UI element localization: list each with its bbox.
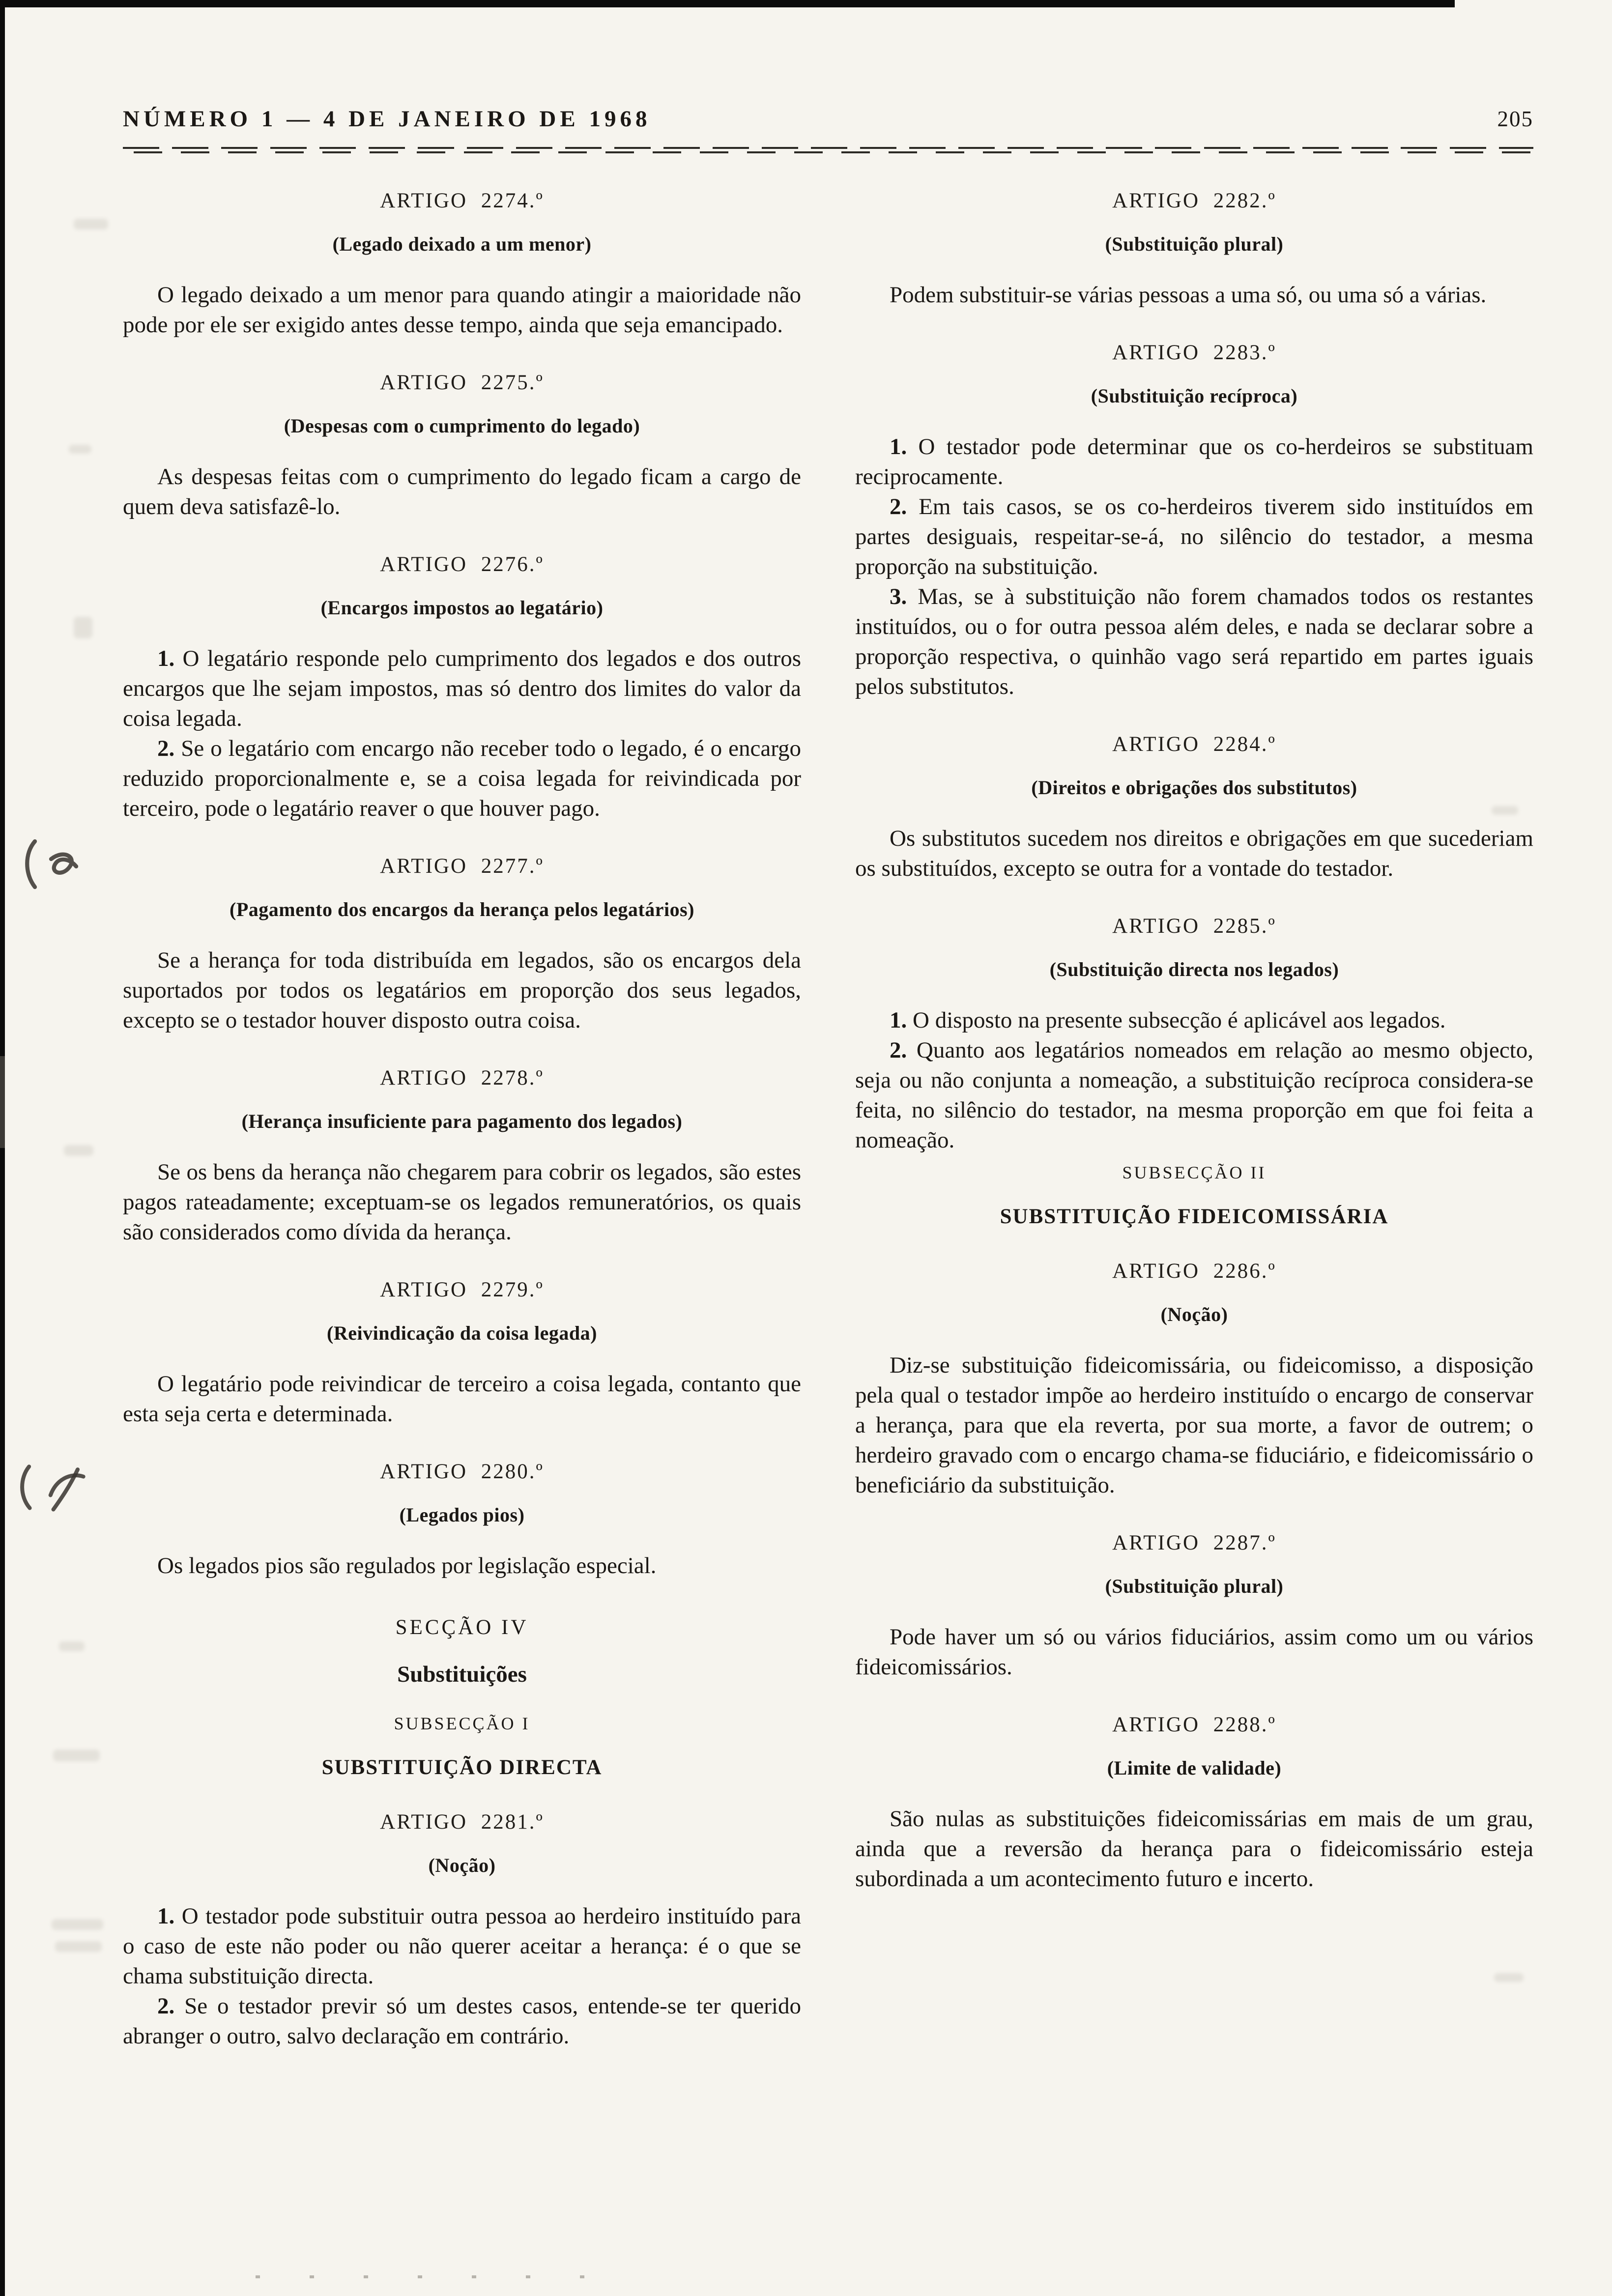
paragraph: 2. Se o testador previr só um destes casos, entende-se ter querido abranger o outro, salvo declaração em contrário. xyxy=(123,1993,801,2049)
article-heading: ARTIGO 2281.º xyxy=(380,1810,544,1834)
article-subtitle: (Direitos e obrigações dos substitutos) xyxy=(1031,776,1357,799)
scan-smudge xyxy=(74,219,108,230)
article-heading: ARTIGO 2286.º xyxy=(1112,1260,1276,1283)
subsection-heading: SUBSECÇÃO I xyxy=(394,1714,530,1733)
paragraph-number: 2. xyxy=(890,494,907,519)
paragraph: 1. O testador pode determinar que os co-herdeiros se substituam reciprocamente. xyxy=(855,434,1533,489)
paragraph: 1. O testador pode substituir outra pessoa ao herdeiro instituído para o caso de este não poder ou não querer aceitar a herança: é o que se chama substituição directa. xyxy=(123,1903,801,1989)
article-heading: ARTIGO 2275.º xyxy=(380,371,544,394)
scan-smudge xyxy=(53,1750,100,1761)
paragraph-number: 3. xyxy=(890,584,907,609)
paragraph: 1. O legatário responde pelo cumprimento dos legados e dos outros encargos que lhe sejam impostos, mas só dentro dos limites do valor da coisa legada. xyxy=(123,646,801,731)
scan-smudge xyxy=(1492,806,1518,815)
article-heading: ARTIGO 2278.º xyxy=(380,1066,544,1090)
paragraph-number: 1. xyxy=(157,646,175,671)
paragraph: Os substitutos sucedem nos direitos e obrigações em que sucederiam os substituídos, excepto se outra for a vontade do testador. xyxy=(855,826,1533,881)
paragraph-number: 1. xyxy=(157,1903,175,1929)
paragraph: São nulas as substituições fideicomissárias em mais de um grau, ainda que a reversão da herança para o fideicomissário esteja subordinada a um acontecimento futuro e incerto. xyxy=(855,1806,1533,1892)
issue-title: NÚMERO 1 — 4 DE JANEIRO DE 1968 xyxy=(123,106,651,132)
article-heading: ARTIGO 2285.º xyxy=(1112,915,1276,938)
scan-dotted-artifact xyxy=(256,2275,629,2278)
paragraph: 2. Se o legatário com encargo não receber todo o legado, é o encargo reduzido proporcionalmente e, se a coisa legada for reivindicada por terceiro, pode o legatário reaver o que houver pago. xyxy=(123,736,801,821)
article-subtitle: (Substituição plural) xyxy=(1105,1575,1284,1597)
left-column xyxy=(123,186,801,2051)
paragraph: Se os bens da herança não chegarem para cobrir os legados, são estes pagos rateadamente; exceptuam-se os legados remuneratórios, os quais são considerados como dívida da herança. xyxy=(123,1159,801,1245)
article-subtitle: (Despesas com o cumprimento do legado) xyxy=(284,415,640,437)
paragraph-number: 2. xyxy=(157,736,175,761)
article-subtitle: (Substituição recíproca) xyxy=(1091,385,1298,407)
article-heading: ARTIGO 2279.º xyxy=(380,1278,544,1301)
article-heading: ARTIGO 2288.º xyxy=(1112,1713,1276,1736)
article-subtitle: (Pagamento dos encargos da herança pelos legatários) xyxy=(230,898,694,920)
paragraph-number: 2. xyxy=(157,1993,175,2019)
paragraph: Pode haver um só ou vários fiduciários, assim como um ou vários fideicomissários. xyxy=(855,1624,1533,1680)
right-column xyxy=(855,186,1533,2051)
article-heading: ARTIGO 2283.º xyxy=(1112,341,1276,364)
article-subtitle: (Legados pios) xyxy=(399,1504,525,1526)
subsection-title: SUBSTITUIÇÃO FIDEICOMISSÁRIA xyxy=(1000,1205,1389,1228)
handwritten-mark-icon xyxy=(19,835,92,894)
masthead-dashed-rule xyxy=(123,147,1533,153)
paragraph: Diz-se substituição fideicomissária, ou fideicomisso, a disposição pela qual o testador impõe ao herdeiro instituído o encargo de conservar a herança, para que ela reverta, por sua morte, a favor de outrem; o herdeiro gravado com o encargo chama-se fiduciário, e fideicomissário o beneficiário da substituição. xyxy=(855,1352,1533,1498)
scan-smudge xyxy=(59,1641,85,1651)
masthead xyxy=(123,106,1533,132)
paragraph: 2. Em tais casos, se os co-herdeiros tiverem sido instituídos em partes desiguais, respeitar-se-á, no silêncio do testador, a mesma proporção na substituição. xyxy=(855,494,1533,579)
article-subtitle: (Reivindicação da coisa legada) xyxy=(327,1322,597,1344)
paragraph-number: 1. xyxy=(890,434,907,459)
article-subtitle: (Limite de validade) xyxy=(1107,1757,1282,1779)
page-number: 205 xyxy=(1497,107,1533,131)
article-heading: ARTIGO 2284.º xyxy=(1112,733,1276,756)
article-subtitle: (Encargos impostos ao legatário) xyxy=(320,597,604,619)
paragraph: O legatário pode reivindicar de terceiro a coisa legada, contanto que esta seja certa e determinada. xyxy=(123,1371,801,1427)
text-columns xyxy=(123,186,1533,2051)
scan-smudge xyxy=(52,1919,103,1930)
article-heading: ARTIGO 2276.º xyxy=(380,553,544,576)
article-heading: ARTIGO 2274.º xyxy=(380,189,544,212)
paragraph: 2. Quanto aos legatários nomeados em relação ao mesmo objecto, seja ou não conjunta a nomeação, a substituição recíproca considera-se feita, no silêncio do testador, na mesma proporção em que foi feita a nomeação. xyxy=(855,1037,1533,1153)
article-subtitle: (Substituição plural) xyxy=(1105,233,1284,255)
article-subtitle: (Herança insuficiente para pagamento dos legados) xyxy=(241,1110,683,1132)
article-subtitle: (Noção) xyxy=(428,1854,496,1876)
paragraph: 3. Mas, se à substituição não forem chamados todos os restantes instituídos, ou o for outra pessoa além deles, e nada se declarar sobre a proporção respectiva, o quinhão vago será repartido em partes iguais pelos substitutos. xyxy=(855,584,1533,699)
paragraph: Podem substituir-se várias pessoas a uma só, ou uma só a várias. xyxy=(890,282,1487,308)
scan-smudge xyxy=(64,1145,93,1156)
paragraph-number: 1. xyxy=(890,1007,907,1033)
paragraph: Se a herança for toda distribuída em legados, são os encargos dela suportados por todos os legatários em proporção dos seus legados, excepto se o testador houver disposto outra coisa. xyxy=(123,947,801,1033)
paragraph: As despesas feitas com o cumprimento do legado ficam a cargo de quem deva satisfazê-lo. xyxy=(123,464,801,519)
handwritten-mark-icon xyxy=(15,1457,93,1516)
paragraph: 1. O disposto na presente subsecção é aplicável aos legados. xyxy=(890,1007,1446,1033)
article-subtitle: (Noção) xyxy=(1160,1303,1228,1325)
scan-smudge xyxy=(69,445,91,454)
article-heading: ARTIGO 2277.º xyxy=(380,855,544,878)
paragraph: Os legados pios são regulados por legislação especial. xyxy=(157,1553,657,1578)
subsection-title: SUBSTITUIÇÃO DIRECTA xyxy=(321,1756,603,1779)
article-heading: ARTIGO 2287.º xyxy=(1112,1531,1276,1554)
section-title: Substituições xyxy=(397,1662,527,1687)
article-subtitle: (Substituição directa nos legados) xyxy=(1049,958,1339,980)
article-heading: ARTIGO 2280.º xyxy=(380,1460,544,1483)
scan-smudge xyxy=(55,1941,102,1952)
scan-smudge xyxy=(74,617,92,638)
article-subtitle: (Legado deixado a um menor) xyxy=(332,233,592,255)
article-heading: ARTIGO 2282.º xyxy=(1112,189,1276,212)
section-heading: SECÇÃO IV xyxy=(395,1616,529,1639)
paragraph: O legado deixado a um menor para quando atingir a maioridade não pode por ele ser exigido antes desse tempo, ainda que seja emancipado. xyxy=(123,282,801,338)
scan-smudge xyxy=(1494,1973,1524,1982)
paragraph-number: 2. xyxy=(890,1037,907,1063)
subsection-heading: SUBSECÇÃO II xyxy=(1122,1163,1267,1182)
